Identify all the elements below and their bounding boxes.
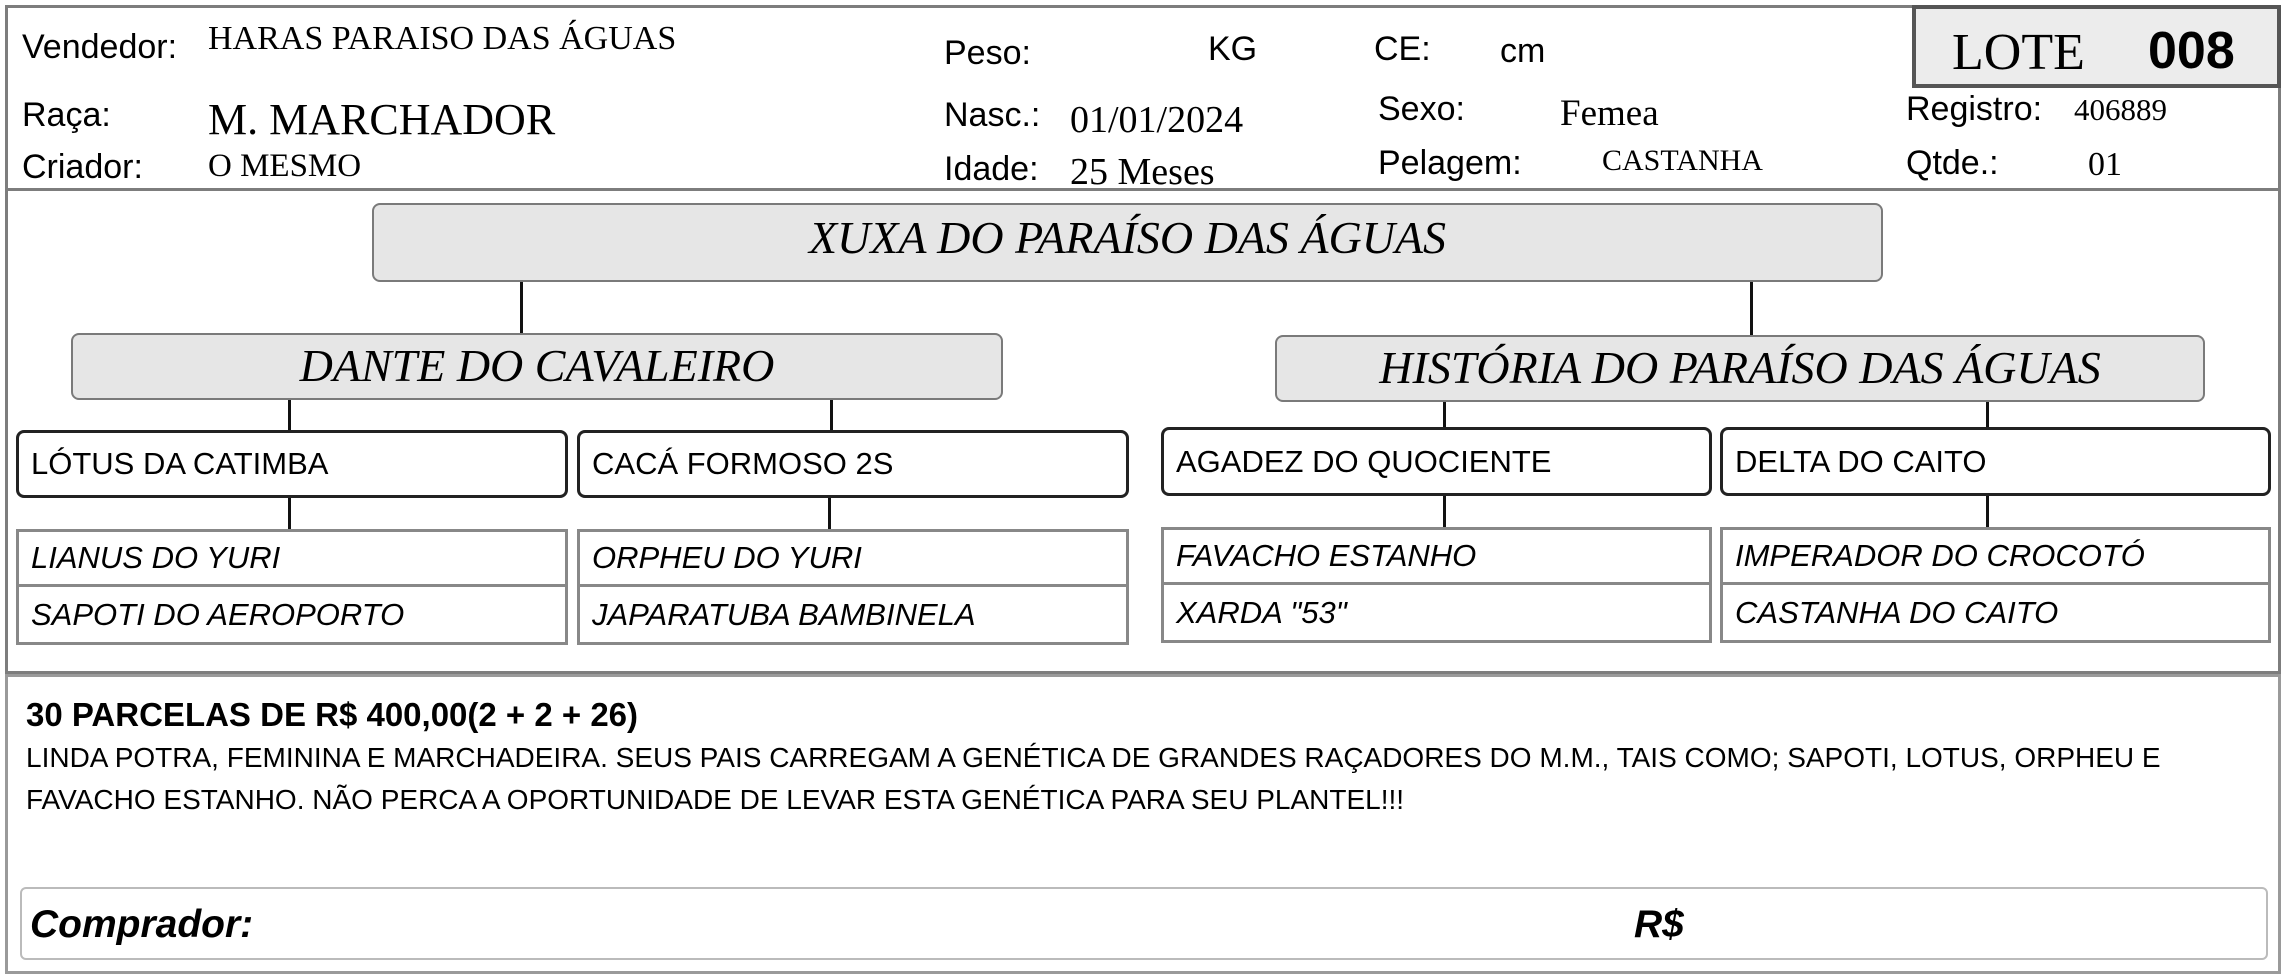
ce-unit: cm	[1500, 32, 1546, 70]
connector-line	[830, 398, 833, 431]
connector-line	[1750, 281, 1753, 337]
connector-line	[520, 281, 523, 335]
grandparent-name: CACÁ FORMOSO 2S	[592, 446, 894, 481]
great-grandparent-name: IMPERADOR DO CROCOTÓ	[1723, 530, 2268, 585]
lote-box	[1912, 5, 2281, 88]
buyer-currency: R$	[1634, 903, 1684, 946]
great-grandparent-name: CASTANHA DO CAITO	[1735, 594, 2059, 630]
description-line-2: FAVACHO ESTANHO. NÃO PERCA A OPORTUNIDADE DE LEVAR ESTA GENÉTICA PARA SEU PLANTEL!!!	[26, 784, 1405, 815]
idade-value: 25 Meses	[1070, 151, 1215, 193]
pelagem-label: Pelagem:	[1378, 144, 1522, 182]
great-grandparent-name: JAPARATUBA BAMBINELA	[592, 596, 976, 632]
great-grandparent-name: FAVACHO ESTANHO	[1164, 530, 1709, 585]
grandparent-box	[1161, 427, 1712, 496]
great-grandparent-pair	[16, 529, 568, 645]
buyer-label: Comprador:	[30, 903, 254, 946]
grandparent-box	[577, 430, 1129, 498]
animal-name-box	[372, 203, 1883, 282]
sexo-value: Femea	[1560, 93, 1659, 134]
pelagem-value: CASTANHA	[1602, 144, 1763, 177]
great-grandparent-name: XARDA "53"	[1176, 594, 1347, 630]
criador-label: Criador:	[22, 148, 143, 186]
grandparent-name: LÓTUS DA CATIMBA	[31, 446, 329, 481]
great-grandparent-name: ORPHEU DO YURI	[580, 532, 1126, 587]
grandparent-name: DELTA DO CAITO	[1735, 443, 1987, 479]
vendedor-value: HARAS PARAISO DAS ÁGUAS	[208, 20, 677, 57]
nasc-value: 01/01/2024	[1070, 99, 1244, 141]
raca-value: M. MARCHADOR	[208, 95, 556, 144]
great-grandparent-pair	[577, 529, 1129, 645]
grandparent-box	[16, 430, 568, 498]
connector-line	[1986, 400, 1989, 428]
registro-label: Registro:	[1906, 90, 2043, 128]
lote-number: 008	[2148, 22, 2235, 80]
idade-label: Idade:	[944, 150, 1039, 188]
great-grandparent-name: LIANUS DO YURI	[19, 532, 565, 587]
connector-line	[1443, 400, 1446, 428]
connector-line	[828, 496, 831, 531]
great-grandparent-name: SAPOTI DO AEROPORTO	[31, 596, 405, 632]
lote-label: LOTE	[1952, 24, 2085, 81]
qtde-value: 01	[2088, 146, 2122, 183]
dam-box	[1275, 335, 2205, 402]
nasc-label: Nasc.:	[944, 96, 1041, 134]
buyer-box	[20, 887, 2268, 960]
great-grandparent-pair	[1161, 527, 1712, 643]
dam-name: HISTÓRIA DO PARAÍSO DAS ÁGUAS	[1379, 342, 2101, 393]
registro-value: 406889	[2074, 92, 2167, 127]
vendedor-label: Vendedor:	[22, 28, 178, 66]
qtde-label: Qtde.:	[1906, 144, 1999, 182]
raca-label: Raça:	[22, 96, 111, 134]
ce-label: CE:	[1374, 30, 1431, 68]
connector-line	[1443, 494, 1446, 529]
connector-line	[288, 496, 291, 531]
great-grandparent-pair	[1720, 527, 2271, 643]
sexo-label: Sexo:	[1378, 90, 1465, 128]
installment-headline: 30 PARCELAS DE R$ 400,00(2 + 2 + 26)	[26, 696, 639, 733]
peso-unit: KG	[1208, 30, 1258, 68]
sire-box	[71, 333, 1003, 400]
connector-line	[288, 398, 291, 431]
peso-label: Peso:	[944, 34, 1031, 72]
description-line-1: LINDA POTRA, FEMININA E MARCHADEIRA. SEUS PAIS CARREGAM A GENÉTICA DE GRANDES RAÇADORES DO M.M., TAIS COMO; SAPOTI, LOTUS, ORPHEU E	[26, 742, 2161, 773]
criador-value: O MESMO	[208, 148, 362, 184]
connector-line	[1986, 494, 1989, 529]
sire-name: DANTE DO CAVALEIRO	[299, 340, 775, 391]
grandparent-box	[1720, 427, 2271, 496]
animal-name: XUXA DO PARAÍSO DAS ÁGUAS	[808, 212, 1447, 263]
grandparent-name: AGADEZ DO QUOCIENTE	[1176, 443, 1552, 479]
